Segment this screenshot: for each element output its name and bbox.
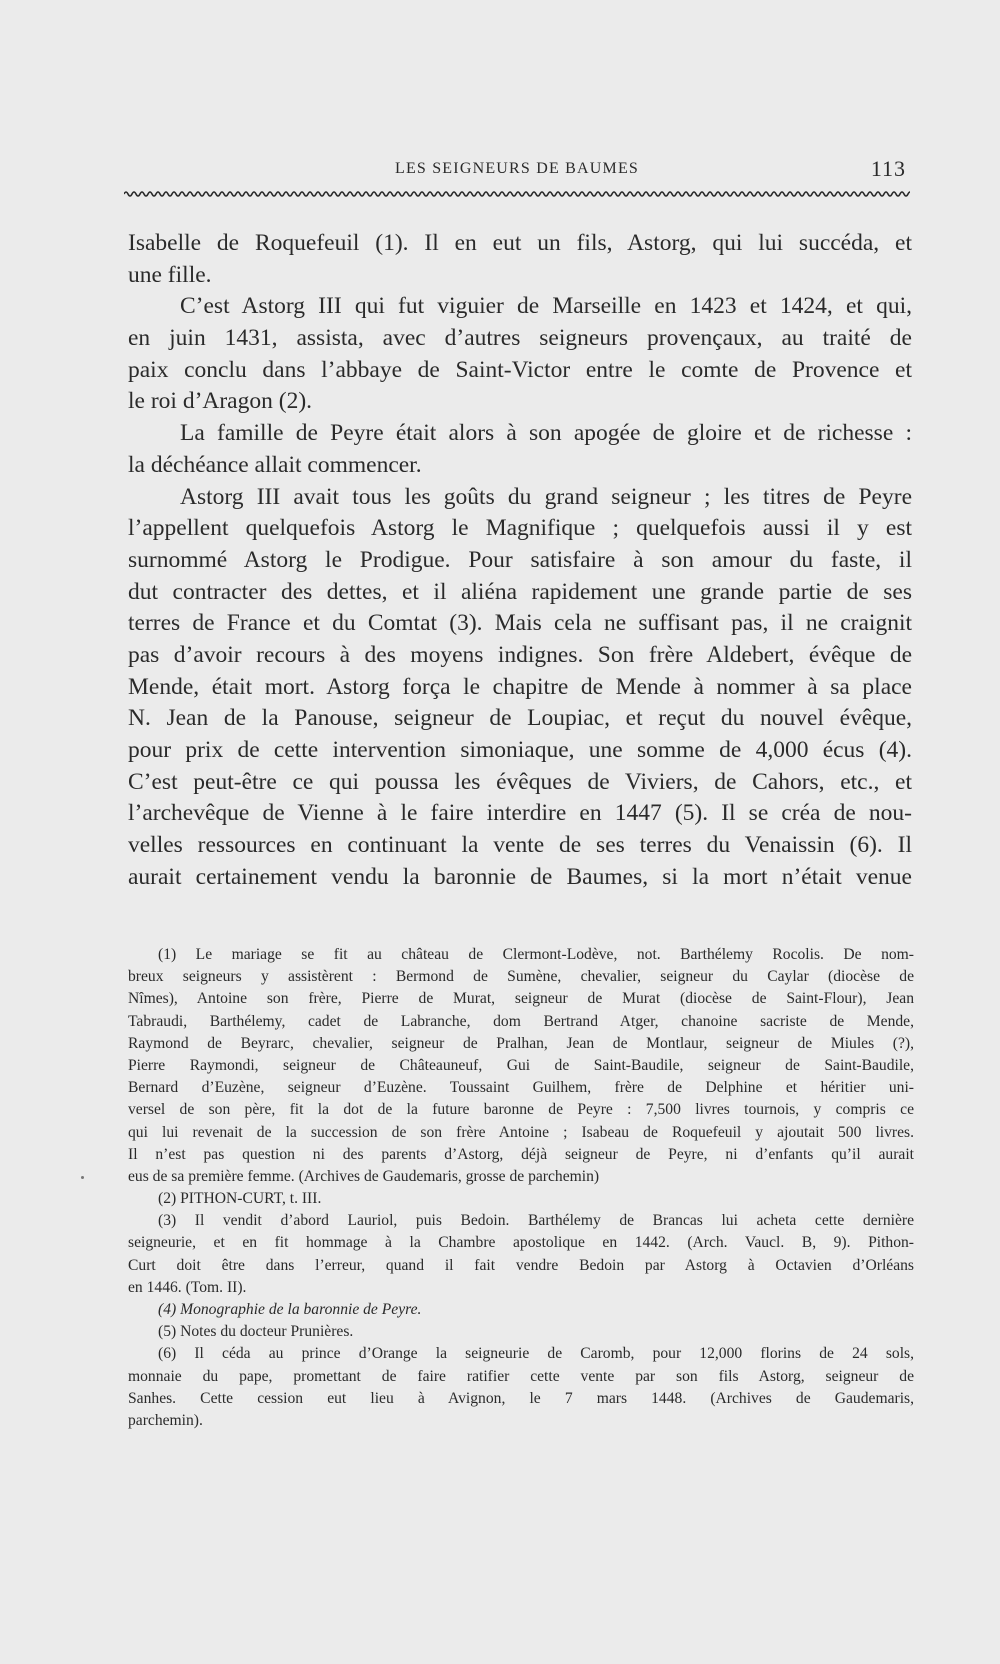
text-line: pour prix de cette intervention simoniaque, une somme de 4,000 écus (4).	[128, 737, 912, 763]
text-line: velles ressources en continuant la vente de ses terres du Venaissin (6). Il	[128, 832, 912, 859]
text-line: une fille.	[128, 261, 212, 288]
text-line: le roi d’Aragon (2).	[128, 388, 313, 415]
text-line: C’est peut-être ce qui poussa les évêques de Viviers, de Cahors, etc., et	[128, 768, 912, 795]
footnote-line: Bernard d’Euzène, seigneur d’Euzène. Toussaint Guilhem, frère de Delphine et héritier uni-	[128, 1079, 914, 1097]
text-line: l’archevêque de Vienne à le faire interdire en 1447 (5). Il se créa de nou-	[128, 800, 912, 827]
footnote-line: eus de sa première femme. (Archives de Gaudemaris, grosse de parchemin)	[128, 1167, 600, 1185]
main-text	[128, 228, 912, 893]
footnote-line: (6) Il céda au prince d’Orange la seigneurie de Caromb, pour 12,000 florins de 24 sols,	[158, 1345, 914, 1363]
footnote-line: (3) Il vendit d’abord Lauriol, puis Bedoin. Barthélemy de Brancas lui acheta cette dernière	[158, 1212, 914, 1230]
footnote-line: (4) Monographie de la baronnie de Peyre.	[158, 1301, 422, 1318]
text-line: La famille de Peyre était alors à son apogée de gloire et de richesse :	[180, 420, 912, 447]
footnote-line: versel de son père, fit la dot de la future baronne de Peyre : 7,500 livres tournois, y compris ce	[128, 1101, 914, 1119]
text-line: la déchéance allait commencer.	[128, 451, 422, 478]
footnote-line: qui lui revenait de la succession de son frère Antoine ; Isabeau de Roquefeuil y ajoutait 500 livres.	[128, 1123, 914, 1141]
margin-speck	[81, 1176, 84, 1179]
text-line: pas d’avoir recours à des moyens indignes. Son frère Aldebert, évêque de	[128, 641, 912, 668]
text-line: dut contracter des dettes, et il aliéna rapidement une grande partie de ses	[128, 578, 912, 605]
footnote-line: Raymond de Beyrarc, chevalier, seigneur de Pralhan, Jean de Montlaur, seigneur de Miules (?),	[128, 1034, 914, 1052]
text-line: Mende, était mort. Astorg força le chapitre de Mende à nommer à sa place	[128, 673, 912, 700]
footnote-line: Curt doit être dans l’erreur, quand il fait vendre Bedoin par Astorg à Octavien d’Orléans	[128, 1256, 914, 1274]
ornamental-wavy-rule	[124, 190, 910, 198]
text-line: surnommé Astorg le Prodigue. Pour satisfaire à son amour du faste, il	[128, 546, 912, 573]
text-line: paix conclu dans l’abbaye de Saint-Victor entre le comte de Provence et	[128, 356, 912, 383]
text-line: en juin 1431, assista, avec d’autres seigneurs provençaux, au traité de	[128, 325, 912, 352]
footnote-line: monnaie du pape, promettant de faire ratifier cette vente par son fils Astorg, seigneur de	[128, 1367, 914, 1385]
footnote-line: parchemin).	[128, 1411, 203, 1429]
text-line: C’est Astorg III qui fut viguier de Marseille en 1423 et 1424, et qui,	[180, 293, 912, 320]
footnote-line: (1) Le mariage se fit au château de Clermont-Lodève, not. Barthélemy Rocolis. De nom-	[158, 946, 914, 963]
running-title: LES SEIGNEURS DE BAUMES	[394, 160, 640, 177]
footnote-line: seigneurie, et en fit hommage à la Chambre apostolique en 1442. (Arch. Vaucl. B, 9). Pithon-	[128, 1234, 914, 1252]
text-line: l’appellent quelquefois Astorg le Magnifique ; quelquefois aussi il y est	[128, 515, 912, 542]
footnote-line: (2) PITHON-CURT, t. III.	[158, 1190, 322, 1208]
footnote-line: en 1446. (Tom. II).	[128, 1278, 247, 1296]
text-line: terres de France et du Comtat (3). Mais cela ne suffisant pas, il ne craignit	[128, 610, 912, 637]
text-line: aurait certainement vendu la baronnie de Baumes, si la mort n’était venue	[128, 863, 912, 890]
footnote-line: breux seigneurs y assistèrent : Bermond de Sumène, chevalier, seigneur du Caylar (diocèse de	[128, 968, 914, 986]
footnote-line: (5) Notes du docteur Prunières.	[158, 1323, 354, 1341]
footnote-line: Il n’est pas question ni des parents d’Astorg, déjà seigneur de Peyre, ni d’enfants qu’il aurait	[128, 1145, 914, 1163]
footnote-line: Pierre Raymondi, seigneur de Châteauneuf, Gui de Saint-Baudile, seigneur de Saint-Baudile,	[128, 1056, 914, 1074]
running-head	[124, 156, 910, 186]
page-number: 113	[870, 156, 906, 181]
footnote-line: Nîmes), Antoine son frère, Pierre de Murat, seigneur de Murat (diocèse de Saint-Flour), Jean	[128, 990, 914, 1008]
footnote-line: Sanhes. Cette cession eut lieu à Avignon, le 7 mars 1448. (Archives de Gaudemaris,	[128, 1389, 914, 1407]
footnote-line: Tabraudi, Barthélemy, cadet de Labranche, dom Bertrand Atger, chanoine sacriste de Mende,	[128, 1012, 914, 1030]
text-line: N. Jean de la Panouse, seigneur de Loupiac, et reçut du nouvel évêque,	[128, 705, 912, 732]
footnotes	[128, 944, 914, 1432]
text-line: Astorg III avait tous les goûts du grand seigneur ; les titres de Peyre	[180, 483, 912, 510]
text-line: Isabelle de Roquefeuil (1). Il en eut un fils, Astorg, qui lui succéda, et	[128, 230, 912, 256]
